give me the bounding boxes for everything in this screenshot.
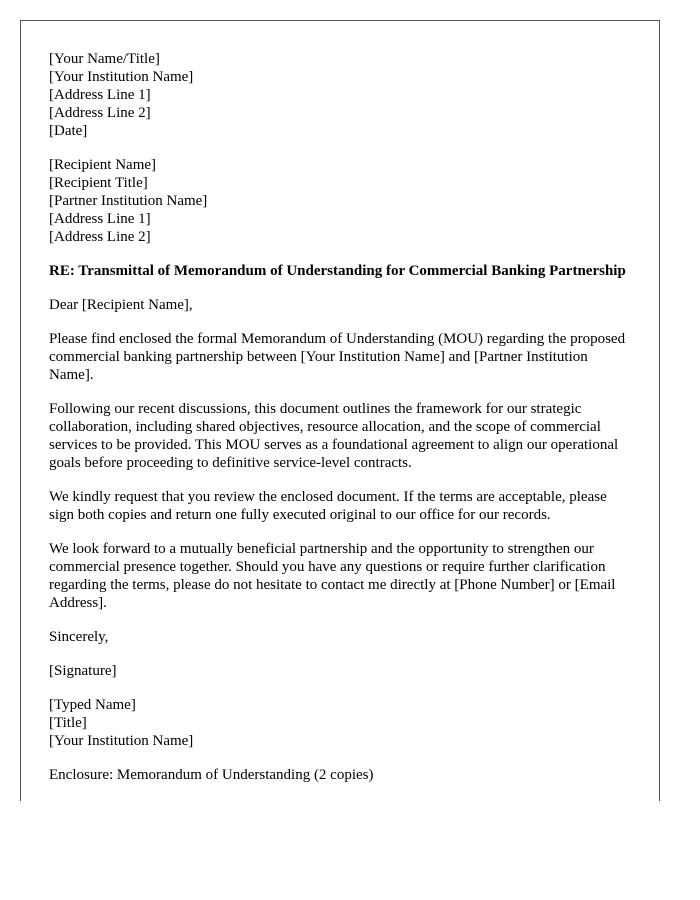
sender-name-title: [Your Name/Title] <box>49 51 160 67</box>
enclosure-note: Enclosure: Memorandum of Understanding (2 copies) <box>49 767 374 783</box>
sender-institution: [Your Institution Name] <box>49 69 194 85</box>
recipient-address-line-1: [Address Line 1] <box>49 211 151 227</box>
signoff-title: [Title] <box>49 715 87 731</box>
closing: Sincerely, <box>49 629 109 645</box>
signature-placeholder: [Signature] <box>49 663 117 679</box>
sender-address-line-2: [Address Line 2] <box>49 105 151 121</box>
letter-date: [Date] <box>49 123 88 139</box>
salutation: Dear [Recipient Name], <box>49 297 193 313</box>
body-paragraph-1: Please find enclosed the formal Memorandum of Understanding (MOU) regarding the proposed commercial banking partnership between [Your Institution Name] and [Partner Institution Name]. <box>49 331 626 383</box>
letter-page <box>20 20 660 801</box>
recipient-name: [Recipient Name] <box>49 157 157 173</box>
body-paragraph-2: Following our recent discussions, this document outlines the framework for our strategic collaboration, including shared objectives, resource allocation, and the scope of commercial services to be provided. This MOU serves as a foundational agreement to align our operational goals before proceeding to definitive service-level contracts. <box>49 401 619 471</box>
signoff-block <box>49 696 631 750</box>
recipient-institution: [Partner Institution Name] <box>49 193 208 209</box>
recipient-address-line-2: [Address Line 2] <box>49 229 151 245</box>
recipient-title: [Recipient Title] <box>49 175 148 191</box>
signoff-institution: [Your Institution Name] <box>49 733 194 749</box>
typed-name: [Typed Name] <box>49 697 136 713</box>
sender-address-block <box>49 50 631 140</box>
body-paragraph-3: We kindly request that you review the enclosed document. If the terms are acceptable, please sign both copies and return one fully executed original to our office for our records. <box>49 489 607 523</box>
body-paragraph-4: We look forward to a mutually beneficial partnership and the opportunity to strengthen our commercial presence together. Should you have any questions or require further clarification regarding the terms, please do not hesitate to contact me directly at [Phone Number] or [Email Address]. <box>49 541 616 611</box>
subject-line: RE: Transmittal of Memorandum of Understanding for Commercial Banking Partnership <box>49 263 626 279</box>
sender-address-line-1: [Address Line 1] <box>49 87 151 103</box>
recipient-address-block <box>49 156 631 246</box>
